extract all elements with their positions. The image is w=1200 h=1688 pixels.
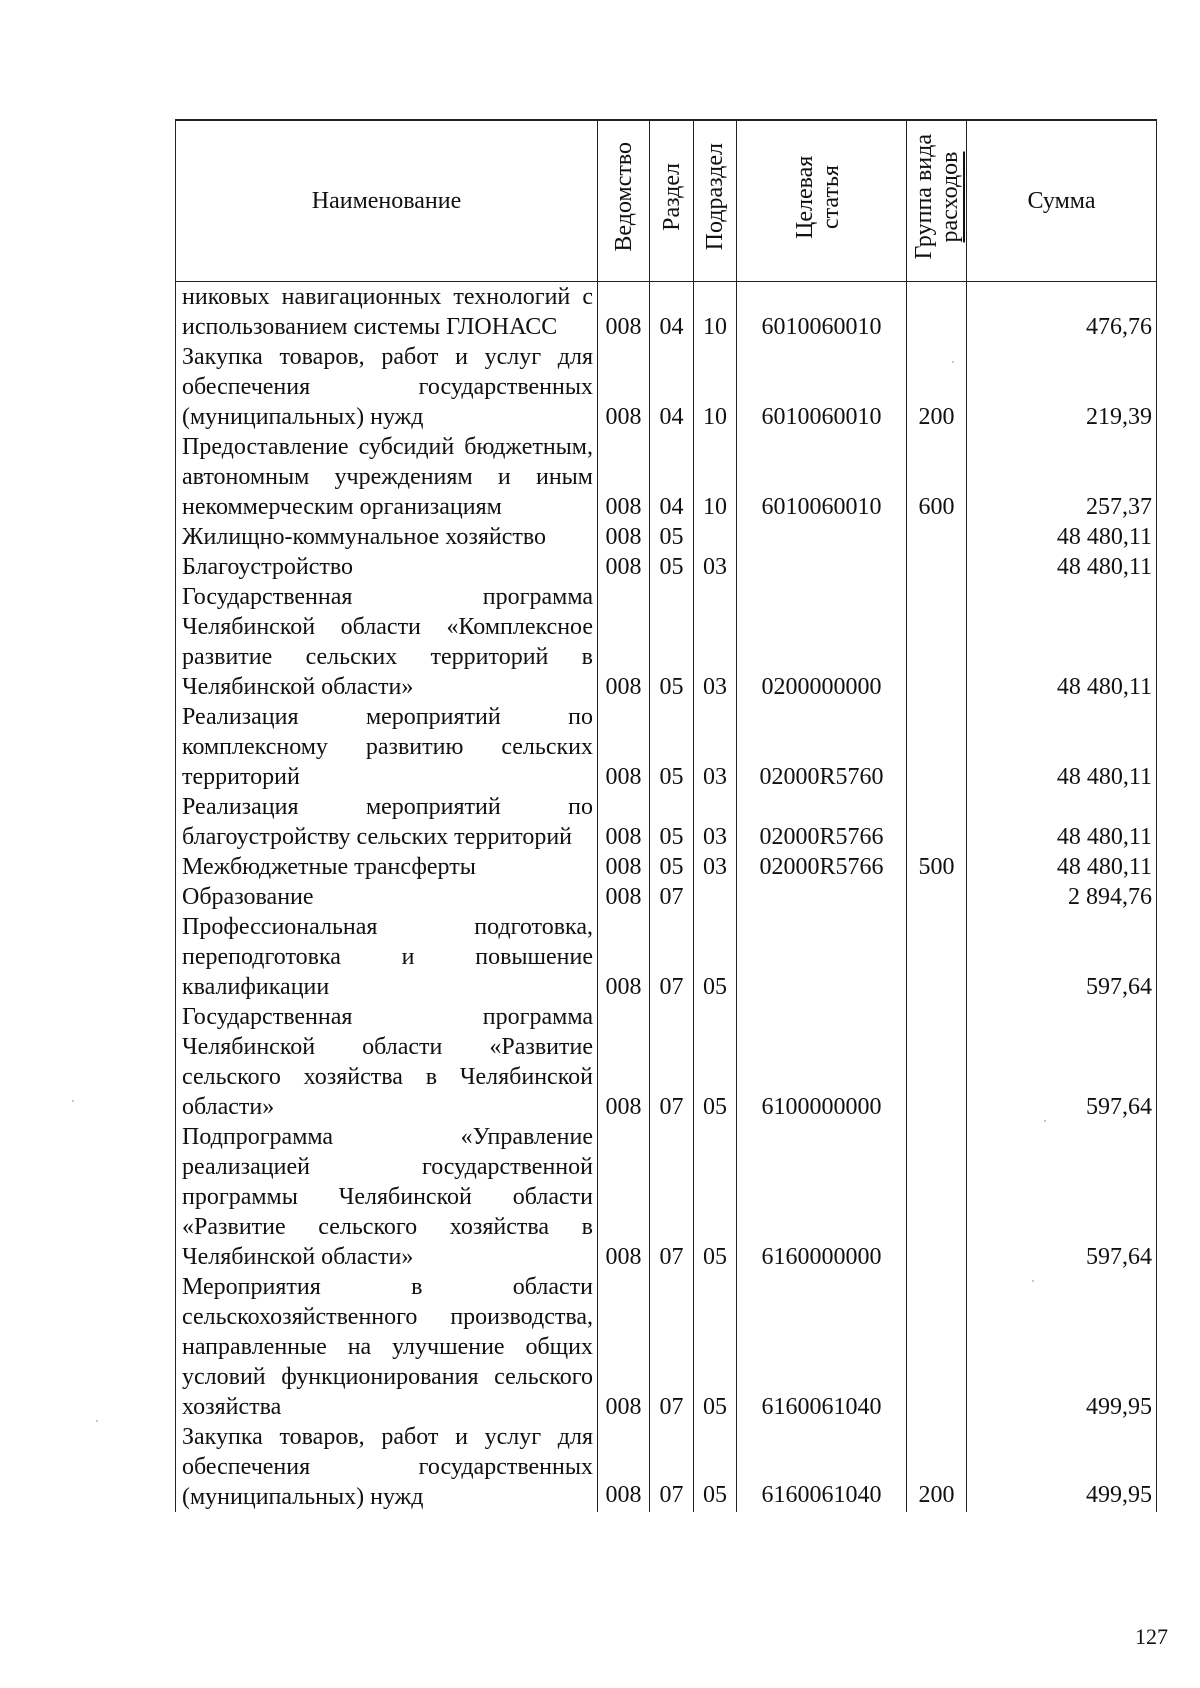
header-target-item: Целевая статья xyxy=(737,120,907,282)
cell-expense-group: 200 xyxy=(907,1422,967,1512)
cell-target-item: 02000R5760 xyxy=(737,702,907,792)
cell-name: Профессиональная подготовка, переподготовка и повышение квалификации xyxy=(176,912,598,1002)
cell-expense-group: 200 xyxy=(907,342,967,432)
cell-target-item: 6160061040 xyxy=(737,1422,907,1512)
header-section: Раздел xyxy=(650,120,694,282)
cell-expense-group xyxy=(907,282,967,343)
cell-sum: 48 480,11 xyxy=(967,852,1157,882)
cell-name: Благоустройство xyxy=(176,552,598,582)
header-expense-group: Группа вида расходов xyxy=(907,120,967,282)
cell-department: 008 xyxy=(598,522,650,552)
cell-section: 05 xyxy=(650,852,694,882)
cell-target-item: 0200000000 xyxy=(737,582,907,702)
cell-subsection: 03 xyxy=(694,702,737,792)
cell-expense-group xyxy=(907,1122,967,1272)
cell-name: Образование xyxy=(176,882,598,912)
cell-name: Жилищно-коммунальное хозяйство xyxy=(176,522,598,552)
table-row xyxy=(176,552,1157,582)
table-row xyxy=(176,342,1157,432)
table-row xyxy=(176,1002,1157,1122)
cell-subsection: 03 xyxy=(694,792,737,852)
cell-expense-group xyxy=(907,1272,967,1422)
cell-target-item: 6160061040 xyxy=(737,1272,907,1422)
table-row xyxy=(176,432,1157,522)
cell-name: никовых навигационных технологий с использованием системы ГЛОНАСС xyxy=(176,282,598,343)
cell-name: Мероприятия в области сельскохозяйственного производства, направленные на улучшение общих условий функционирования сельского хозяйства xyxy=(176,1272,598,1422)
cell-name: Государственная программа Челябинской области «Развитие сельского хозяйства в Челябинской области» xyxy=(176,1002,598,1122)
cell-subsection: 05 xyxy=(694,912,737,1002)
cell-target-item: 6010060010 xyxy=(737,432,907,522)
cell-section: 07 xyxy=(650,912,694,1002)
cell-section: 07 xyxy=(650,1272,694,1422)
cell-department: 008 xyxy=(598,1422,650,1512)
cell-section: 04 xyxy=(650,282,694,343)
table-row xyxy=(176,792,1157,852)
cell-expense-group xyxy=(907,1002,967,1122)
table-row xyxy=(176,852,1157,882)
page-number: 127 xyxy=(1135,1624,1168,1649)
scan-speck xyxy=(1044,1120,1046,1122)
scan-speck xyxy=(96,1420,98,1422)
cell-department: 008 xyxy=(598,1122,650,1272)
cell-expense-group xyxy=(907,582,967,702)
cell-subsection xyxy=(694,882,737,912)
cell-subsection: 05 xyxy=(694,1002,737,1122)
cell-section: 07 xyxy=(650,1122,694,1272)
header-sum: Сумма xyxy=(967,120,1157,282)
table-header xyxy=(176,120,1157,282)
header-department: Ведомство xyxy=(598,120,650,282)
cell-target-item xyxy=(737,882,907,912)
cell-expense-group: 600 xyxy=(907,432,967,522)
cell-department: 008 xyxy=(598,582,650,702)
cell-sum: 476,76 xyxy=(967,282,1157,343)
cell-sum: 48 480,11 xyxy=(967,792,1157,852)
cell-expense-group xyxy=(907,912,967,1002)
header-name: Наименование xyxy=(176,120,598,282)
scan-speck xyxy=(1032,1280,1034,1282)
table-row xyxy=(176,1122,1157,1272)
table-row xyxy=(176,582,1157,702)
cell-section: 05 xyxy=(650,792,694,852)
cell-department: 008 xyxy=(598,1002,650,1122)
table-row xyxy=(176,882,1157,912)
cell-department: 008 xyxy=(598,882,650,912)
cell-target-item xyxy=(737,522,907,552)
table-row xyxy=(176,1272,1157,1422)
cell-target-item xyxy=(737,912,907,1002)
cell-subsection: 05 xyxy=(694,1272,737,1422)
cell-section: 05 xyxy=(650,702,694,792)
cell-subsection: 10 xyxy=(694,282,737,343)
cell-target-item: 6160000000 xyxy=(737,1122,907,1272)
cell-sum: 499,95 xyxy=(967,1272,1157,1422)
cell-sum: 48 480,11 xyxy=(967,582,1157,702)
cell-target-item: 6100000000 xyxy=(737,1002,907,1122)
cell-sum: 499,95 xyxy=(967,1422,1157,1512)
cell-name: Реализация мероприятий по комплексному развитию сельских территорий xyxy=(176,702,598,792)
cell-section: 05 xyxy=(650,522,694,552)
cell-section: 07 xyxy=(650,1422,694,1512)
cell-expense-group xyxy=(907,522,967,552)
cell-subsection: 03 xyxy=(694,582,737,702)
cell-department: 008 xyxy=(598,912,650,1002)
cell-expense-group: 500 xyxy=(907,852,967,882)
cell-target-item: 02000R5766 xyxy=(737,792,907,852)
cell-sum: 2 894,76 xyxy=(967,882,1157,912)
cell-department: 008 xyxy=(598,852,650,882)
cell-sum: 219,39 xyxy=(967,342,1157,432)
cell-department: 008 xyxy=(598,432,650,522)
cell-subsection: 10 xyxy=(694,342,737,432)
cell-department: 008 xyxy=(598,552,650,582)
cell-section: 04 xyxy=(650,342,694,432)
cell-sum: 48 480,11 xyxy=(967,522,1157,552)
table-row xyxy=(176,912,1157,1002)
cell-expense-group xyxy=(907,882,967,912)
cell-sum: 48 480,11 xyxy=(967,552,1157,582)
cell-department: 008 xyxy=(598,702,650,792)
table-row xyxy=(176,522,1157,552)
cell-name: Межбюджетные трансферты xyxy=(176,852,598,882)
cell-expense-group xyxy=(907,792,967,852)
cell-name: Подпрограмма «Управление реализацией государственной программы Челябинской области «Развитие сельского хозяйства в Челябинской области» xyxy=(176,1122,598,1272)
header-subsection: Подраздел xyxy=(694,120,737,282)
cell-name: Закупка товаров, работ и услуг для обеспечения государственных (муниципальных) нужд xyxy=(176,342,598,432)
cell-target-item: 6010060010 xyxy=(737,282,907,343)
cell-subsection: 03 xyxy=(694,852,737,882)
cell-target-item xyxy=(737,552,907,582)
cell-sum: 48 480,11 xyxy=(967,702,1157,792)
cell-subsection: 03 xyxy=(694,552,737,582)
scan-speck xyxy=(952,361,954,363)
cell-name: Государственная программа Челябинской области «Комплексное развитие сельских территорий в Челябинской области» xyxy=(176,582,598,702)
cell-subsection: 05 xyxy=(694,1422,737,1512)
cell-name: Закупка товаров, работ и услуг для обеспечения государственных (муниципальных) нужд xyxy=(176,1422,598,1512)
cell-department: 008 xyxy=(598,1272,650,1422)
cell-section: 05 xyxy=(650,552,694,582)
cell-subsection: 10 xyxy=(694,432,737,522)
cell-department: 008 xyxy=(598,342,650,432)
cell-section: 05 xyxy=(650,582,694,702)
table-row xyxy=(176,282,1157,343)
cell-department: 008 xyxy=(598,282,650,343)
cell-expense-group xyxy=(907,702,967,792)
budget-table xyxy=(175,119,1157,1512)
scan-speck xyxy=(72,1100,74,1102)
cell-sum: 597,64 xyxy=(967,912,1157,1002)
cell-subsection: 05 xyxy=(694,1122,737,1272)
cell-target-item: 02000R5766 xyxy=(737,852,907,882)
cell-sum: 257,37 xyxy=(967,432,1157,522)
cell-section: 07 xyxy=(650,882,694,912)
cell-name: Реализация мероприятий по благоустройству сельских территорий xyxy=(176,792,598,852)
cell-section: 07 xyxy=(650,1002,694,1122)
table-body xyxy=(176,282,1157,1513)
cell-sum: 597,64 xyxy=(967,1002,1157,1122)
cell-sum: 597,64 xyxy=(967,1122,1157,1272)
cell-subsection xyxy=(694,522,737,552)
cell-target-item: 6010060010 xyxy=(737,342,907,432)
cell-name: Предоставление субсидий бюджетным, автономным учреждениям и иным некоммерческим организациям xyxy=(176,432,598,522)
cell-department: 008 xyxy=(598,792,650,852)
table-row xyxy=(176,702,1157,792)
cell-expense-group xyxy=(907,552,967,582)
table-row xyxy=(176,1422,1157,1512)
cell-section: 04 xyxy=(650,432,694,522)
